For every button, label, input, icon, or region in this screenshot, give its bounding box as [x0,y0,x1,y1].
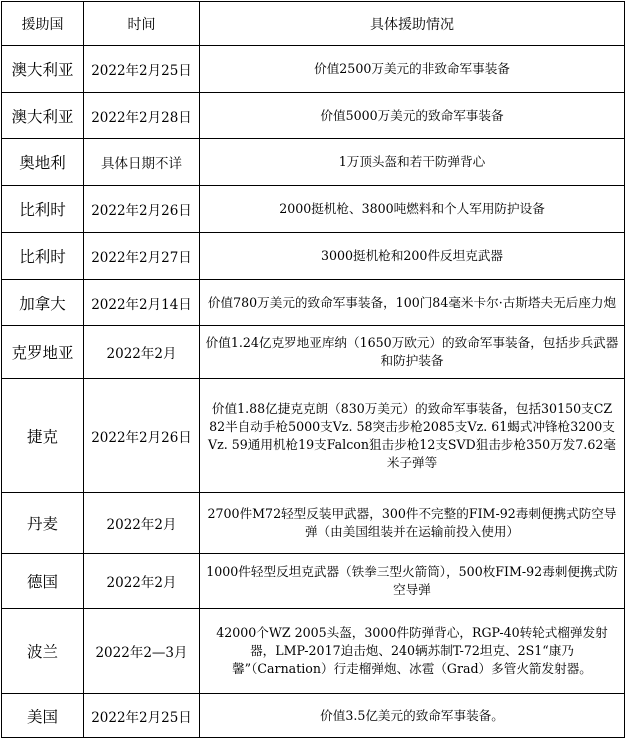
country-cell: 加拿大 [2,279,84,326]
detail-cell: 价值780万美元的致命军事装备，100门84毫米卡尔·古斯塔夫无后座力炮 [200,279,625,326]
detail-cell: 1000件轻型反坦克武器（铁拳三型火箭筒），500枚FIM-92毒刺便携式防空导弹 [200,554,625,609]
date-cell: 2022年2—3月 [84,608,200,693]
header-country: 援助国 [2,2,84,46]
country-cell: 波兰 [2,608,84,693]
header-row [2,2,625,46]
date-cell: 2022年2月26日 [84,186,200,233]
aid-table [1,1,625,738]
header-detail: 具体援助情况 [200,2,625,46]
table-row [2,139,625,186]
table-row [2,186,625,233]
detail-cell: 价值3.5亿美元的致命军事装备。 [200,694,625,738]
header-date: 时间 [84,2,200,46]
country-cell: 澳大利亚 [2,92,84,139]
table-row [2,232,625,279]
country-cell: 澳大利亚 [2,46,84,93]
date-cell: 2022年2月 [84,554,200,609]
detail-cell: 价值1.88亿捷克克朗（830万美元）的致命军事装备，包括30150支CZ 82半自动手枪5000支Vz. 58突击步枪2085支Vz. 61蝎式冲锋枪3200支Vz. 59通用机枪19支Falcon狙击步枪12支SVD狙击步枪350万发7.62毫米子弹等 [200,379,625,493]
detail-cell: 1万顶头盔和若干防弹背心 [200,139,625,186]
table-row [2,46,625,93]
date-cell: 2022年2月27日 [84,232,200,279]
country-cell: 丹麦 [2,493,84,554]
country-cell: 克罗地亚 [2,326,84,379]
date-cell: 具体日期不详 [84,139,200,186]
detail-cell: 价值1.24亿克罗地亚库纳（1650万欧元）的致命军事装备，包括步兵武器和防护装备 [200,326,625,379]
date-cell: 2022年2月25日 [84,694,200,738]
table-row [2,608,625,693]
date-cell: 2022年2月25日 [84,46,200,93]
table-row [2,279,625,326]
table-row [2,493,625,554]
table-row [2,379,625,493]
detail-cell: 价值2500万美元的非致命军事装备 [200,46,625,93]
country-cell: 美国 [2,694,84,738]
country-cell: 比利时 [2,186,84,233]
date-cell: 2022年2月14日 [84,279,200,326]
detail-cell: 价值5000万美元的致命军事装备 [200,92,625,139]
date-cell: 2022年2月26日 [84,379,200,493]
detail-cell: 3000挺机枪和200件反坦克武器 [200,232,625,279]
table-row [2,92,625,139]
detail-cell: 2000挺机枪、3800吨燃料和个人军用防护设备 [200,186,625,233]
country-cell: 比利时 [2,232,84,279]
country-cell: 奥地利 [2,139,84,186]
date-cell: 2022年2月 [84,326,200,379]
date-cell: 2022年2月 [84,493,200,554]
date-cell: 2022年2月28日 [84,92,200,139]
table-row [2,554,625,609]
country-cell: 捷克 [2,379,84,493]
table-row [2,694,625,738]
country-cell: 德国 [2,554,84,609]
detail-cell: 42000个WZ 2005头盔，3000件防弹背心，RGP-40转轮式榴弹发射器，LMP-2017迫击炮、240辆苏制T-72坦克、2S1“康乃馨”（Carnation）行走榴弹炮、冰雹（Grad）多管火箭发射器。 [200,608,625,693]
table-row [2,326,625,379]
detail-cell: 2700件M72轻型反装甲武器，300件不完整的FIM-92毒刺便携式防空导弹（由美国组装并在运输前投入使用） [200,493,625,554]
